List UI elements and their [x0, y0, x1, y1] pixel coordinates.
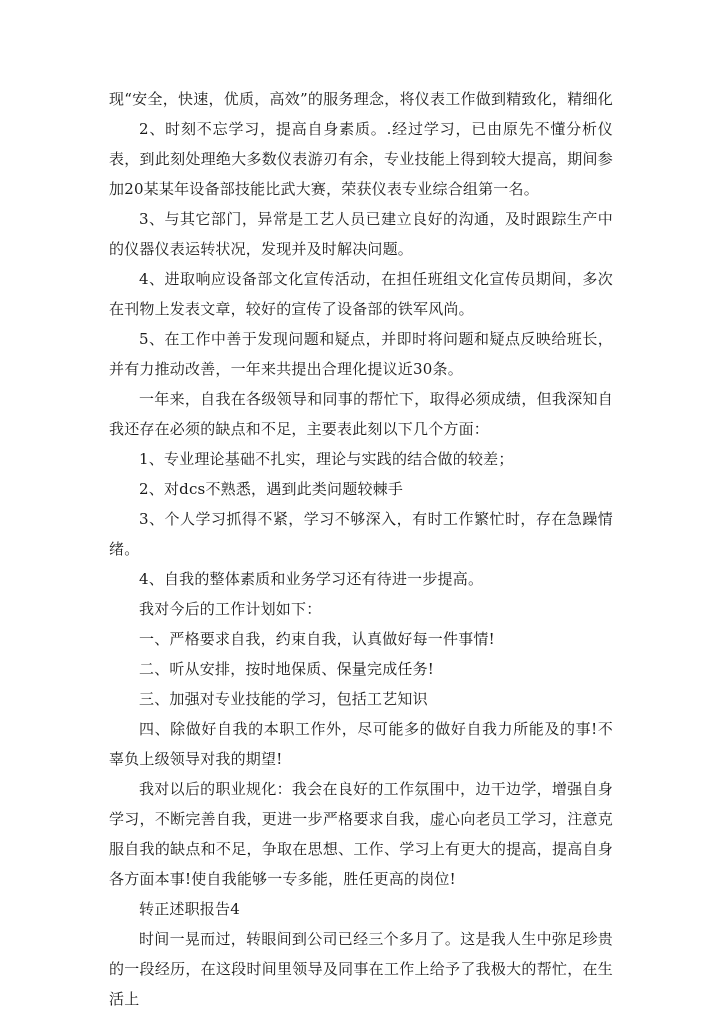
shortcoming-item-3: 3、个人学习抓得不紧，学习不够深入，有时工作繁忙时，存在急躁情绪。 [109, 510, 613, 558]
document-body [109, 84, 613, 1014]
paragraph-item-3: 3、与其它部门，异常是工艺人员已建立良好的沟通，及时跟踪生产中的仪器仪表运转状况，发现并及时解决问题。 [109, 210, 613, 258]
career-plan-paragraph: 我对以后的职业规化：我会在良好的工作氛围中，边干边学，增强自身学习，不断完善自我，更进一步严格要求自我，虚心向老员工学习，注意克服自我的缺点和不足，争取在思想、工作、学习上有更大的提高，提高自身各方面本事!使自我能够一专多能，胜任更高的岗位! [109, 780, 613, 888]
shortcoming-item-1: 1、专业理论基础不扎实，理论与实践的结合做的较差； [139, 450, 514, 468]
plan-heading: 我对今后的工作计划如下： [139, 600, 322, 618]
plan-item-3: 三、加强对专业技能的学习，包括工艺知识 [139, 690, 428, 708]
plan-item-1: 一、严格要求自我，约束自我，认真做好每一件事情! [139, 630, 495, 648]
paragraph-summary: 一年来，自我在各级领导和同事的帮忙下，取得必须成绩，但我深知自我还存在必须的缺点和不足，主要表此刻以下几个方面： [109, 390, 613, 438]
paragraph-continuation: 现“安全，快速，优质，高效”的服务理念，将仪表工作做到精致化，精细化 [109, 90, 613, 108]
plan-item-2: 二、听从安排，按时地保质、保量完成任务! [139, 660, 435, 678]
paragraph-item-2: 2、时刻不忘学习，提高自身素质。.经过学习，已由原先不懂分析仪表，到此刻处理绝大多数仪表游刃有余，专业技能上得到较大提高，期间参加20某某年设备部技能比武大赛，荣获仪表专业综合组第一名。 [109, 120, 613, 198]
shortcoming-item-2: 2、对dcs不熟悉，遇到此类问题较棘手 [139, 480, 404, 498]
plan-item-4: 四、除做好自我的本职工作外，尽可能多的做好自我力所能及的事!不辜负上级领导对我的期望! [109, 720, 613, 768]
shortcoming-item-4: 4、自我的整体素质和业务学习还有待进一步提高。 [139, 570, 484, 588]
paragraph-item-5: 5、在工作中善于发现问题和疑点，并即时将问题和疑点反映给班长，并有力推动改善，一年来共提出合理化提议近30条。 [109, 330, 613, 378]
section-heading-report-4: 转正述职报告4 [139, 900, 240, 918]
paragraph-item-4: 4、进取响应设备部文化宣传活动，在担任班组文化宣传员期间，多次在刊物上发表文章，较好的宣传了设备部的铁军风尚。 [109, 270, 613, 318]
report-4-intro-paragraph: 时间一晃而过，转眼间到公司已经三个多月了。这是我人生中弥足珍贵的一段经历，在这段时间里领导及同事在工作上给予了我极大的帮忙，在生活上 [109, 930, 613, 1008]
